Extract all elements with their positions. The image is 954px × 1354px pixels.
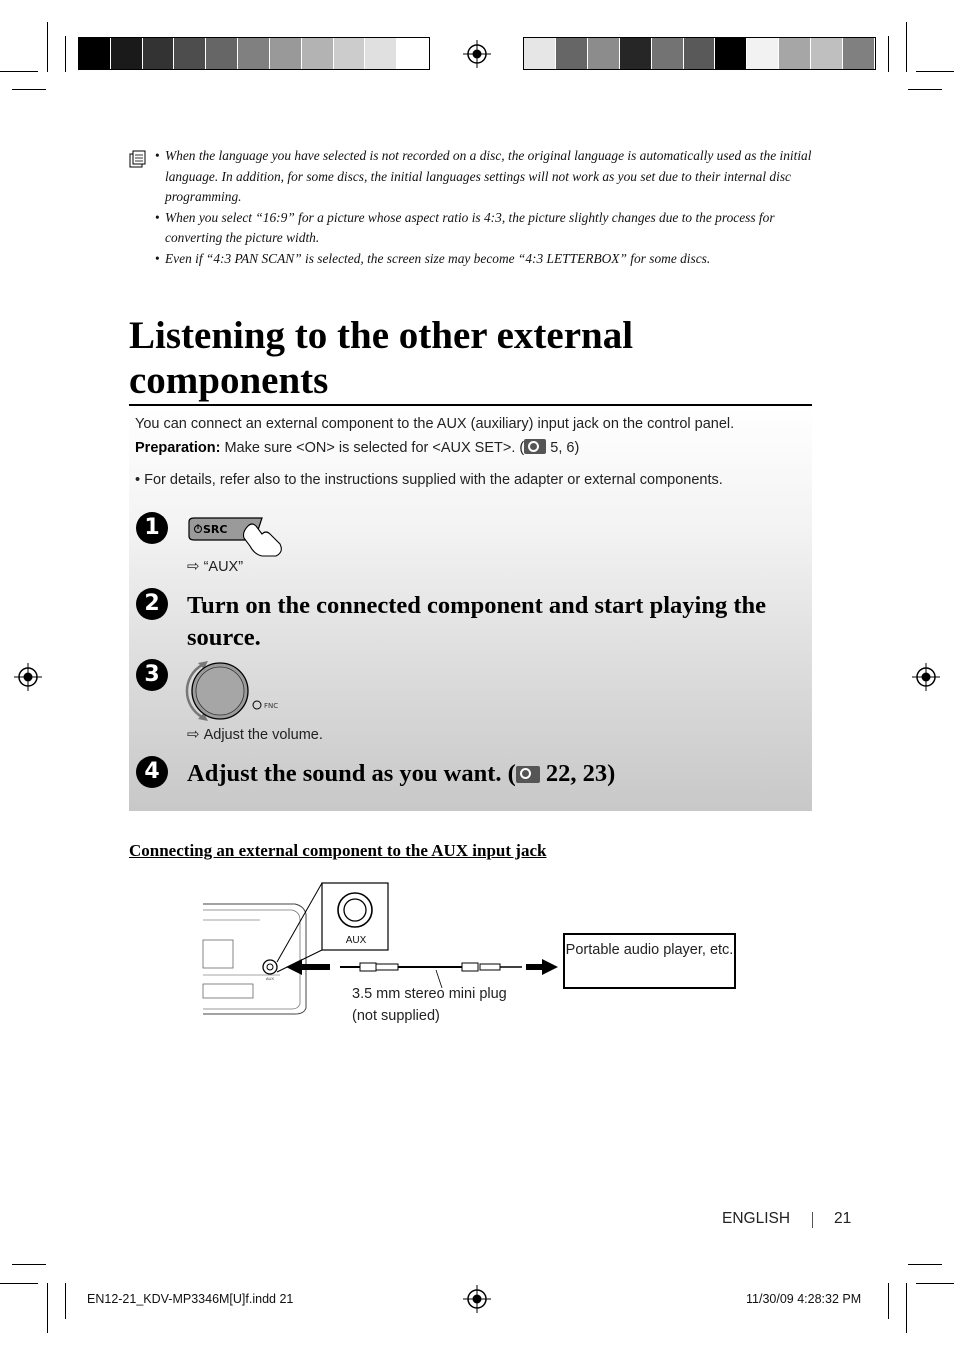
src-button-press-icon — [186, 514, 286, 558]
crop-mark — [65, 36, 66, 72]
intro-bullet-text: For details, refer also to the instructions supplied with the adapter or external components. — [144, 472, 723, 488]
crop-mark — [908, 1264, 942, 1265]
crop-mark — [906, 1283, 907, 1333]
crop-mark — [65, 1283, 66, 1319]
preparation-line — [135, 439, 579, 456]
crop-mark — [916, 71, 954, 72]
step-result-text: “AUX” — [203, 559, 244, 575]
crop-mark — [916, 1283, 954, 1284]
color-swatch — [684, 38, 716, 69]
step-number: 3 — [136, 659, 168, 691]
page-title — [129, 313, 819, 403]
arrow-icon: ⇨ — [187, 725, 200, 743]
reference-search-icon — [516, 766, 540, 783]
color-swatch — [143, 38, 175, 69]
step-heading-text: Adjust the sound as you want. ( — [187, 760, 516, 787]
footer-language: ENGLISH — [722, 1210, 791, 1227]
page-title-line: components — [129, 359, 329, 402]
registration-mark-icon — [14, 663, 42, 691]
step-heading: Turn on the connected component and start playing the source. — [187, 592, 766, 651]
crop-mark — [0, 71, 38, 72]
step-heading — [187, 758, 615, 790]
step-result — [187, 725, 323, 743]
arrow-icon: ⇨ — [187, 557, 200, 575]
color-swatch — [779, 38, 811, 69]
aux-jack-label-small: AUX — [265, 976, 275, 981]
preparation-label: Preparation: — [135, 440, 221, 456]
slug-timestamp: 11/30/09 4:28:32 PM — [746, 1292, 862, 1306]
color-calibration-bar-right — [523, 37, 876, 70]
intro-bullet: • For details, refer also to the instructions supplied with the adapter or external components. — [135, 472, 723, 488]
note-item: • When the language you have selected is not recorded on a disc, the original language is automatically used as the initial language. In addition, for some discs, the initial languages settings will not work as you set due to their internal disc programming. — [129, 146, 819, 208]
crop-mark — [888, 1283, 889, 1319]
crop-mark — [12, 89, 46, 90]
color-swatch — [715, 38, 747, 69]
registration-mark-icon — [912, 663, 940, 691]
plug-label-line: 3.5 mm stereo mini plug — [352, 986, 507, 1002]
step-number: 4 — [136, 756, 168, 788]
aux-jack-label: AUX — [345, 935, 367, 946]
plug-label-line: (not supplied) — [352, 1008, 440, 1024]
color-swatch — [174, 38, 206, 69]
note-item: • Even if “4:3 PAN SCAN” is selected, the screen size may become “4:3 LETTERBOX” for some discs. — [129, 249, 819, 270]
footer-divider — [812, 1212, 813, 1228]
color-calibration-bar-left — [78, 37, 430, 70]
step-heading-ref: 22, 23) — [545, 760, 616, 787]
portable-audio-player-box: Portable audio player, etc. — [563, 933, 736, 989]
crop-mark — [908, 89, 942, 90]
color-swatch — [747, 38, 779, 69]
color-swatch — [397, 38, 429, 69]
preparation-ref: 5, 6) — [550, 440, 580, 456]
color-swatch — [588, 38, 620, 69]
color-swatch — [302, 38, 334, 69]
volume-knob-icon — [184, 655, 294, 725]
src-button-label: SRC — [203, 523, 228, 536]
color-swatch — [334, 38, 366, 69]
color-swatch — [620, 38, 652, 69]
page-title-line: Listening to the other external — [129, 314, 634, 357]
reference-search-icon — [524, 439, 546, 454]
crop-mark — [12, 1264, 46, 1265]
note-item: • When you select “16:9” for a picture whose aspect ratio is 4:3, the picture slightly changes due to the process for converting the picture width. — [129, 208, 819, 249]
registration-mark-icon — [463, 40, 491, 68]
crop-mark — [888, 36, 889, 72]
page-number: 21 — [834, 1210, 852, 1227]
slug-filename: EN12-21_KDV-MP3346M[U]f.indd 21 — [87, 1292, 294, 1306]
color-swatch — [843, 38, 875, 69]
crop-mark — [47, 22, 48, 72]
color-swatch — [270, 38, 302, 69]
registration-mark-icon — [463, 1285, 491, 1313]
crop-mark — [47, 1283, 48, 1333]
step-number: 1 — [136, 512, 168, 544]
intro-text: You can connect an external component to the AUX (auxiliary) input jack on the control panel. — [135, 416, 735, 432]
color-swatch — [365, 38, 397, 69]
color-swatch — [524, 38, 556, 69]
preparation-text: Make sure <ON> is selected for <AUX SET>. ( — [224, 440, 525, 456]
color-swatch — [238, 38, 270, 69]
step-result — [187, 557, 243, 575]
crop-mark — [0, 1283, 38, 1284]
color-swatch — [652, 38, 684, 69]
color-swatch — [206, 38, 238, 69]
step-number: 2 — [136, 588, 168, 620]
notes-section — [129, 146, 819, 269]
plug-label — [352, 983, 507, 1027]
color-swatch — [111, 38, 143, 69]
color-swatch — [79, 38, 111, 69]
fnc-label: FNC — [264, 702, 279, 710]
color-swatch — [811, 38, 843, 69]
color-swatch — [556, 38, 588, 69]
section-heading: Connecting an external component to the AUX input jack — [129, 841, 547, 860]
step-result-text: Adjust the volume. — [203, 727, 323, 743]
crop-mark — [906, 22, 907, 72]
